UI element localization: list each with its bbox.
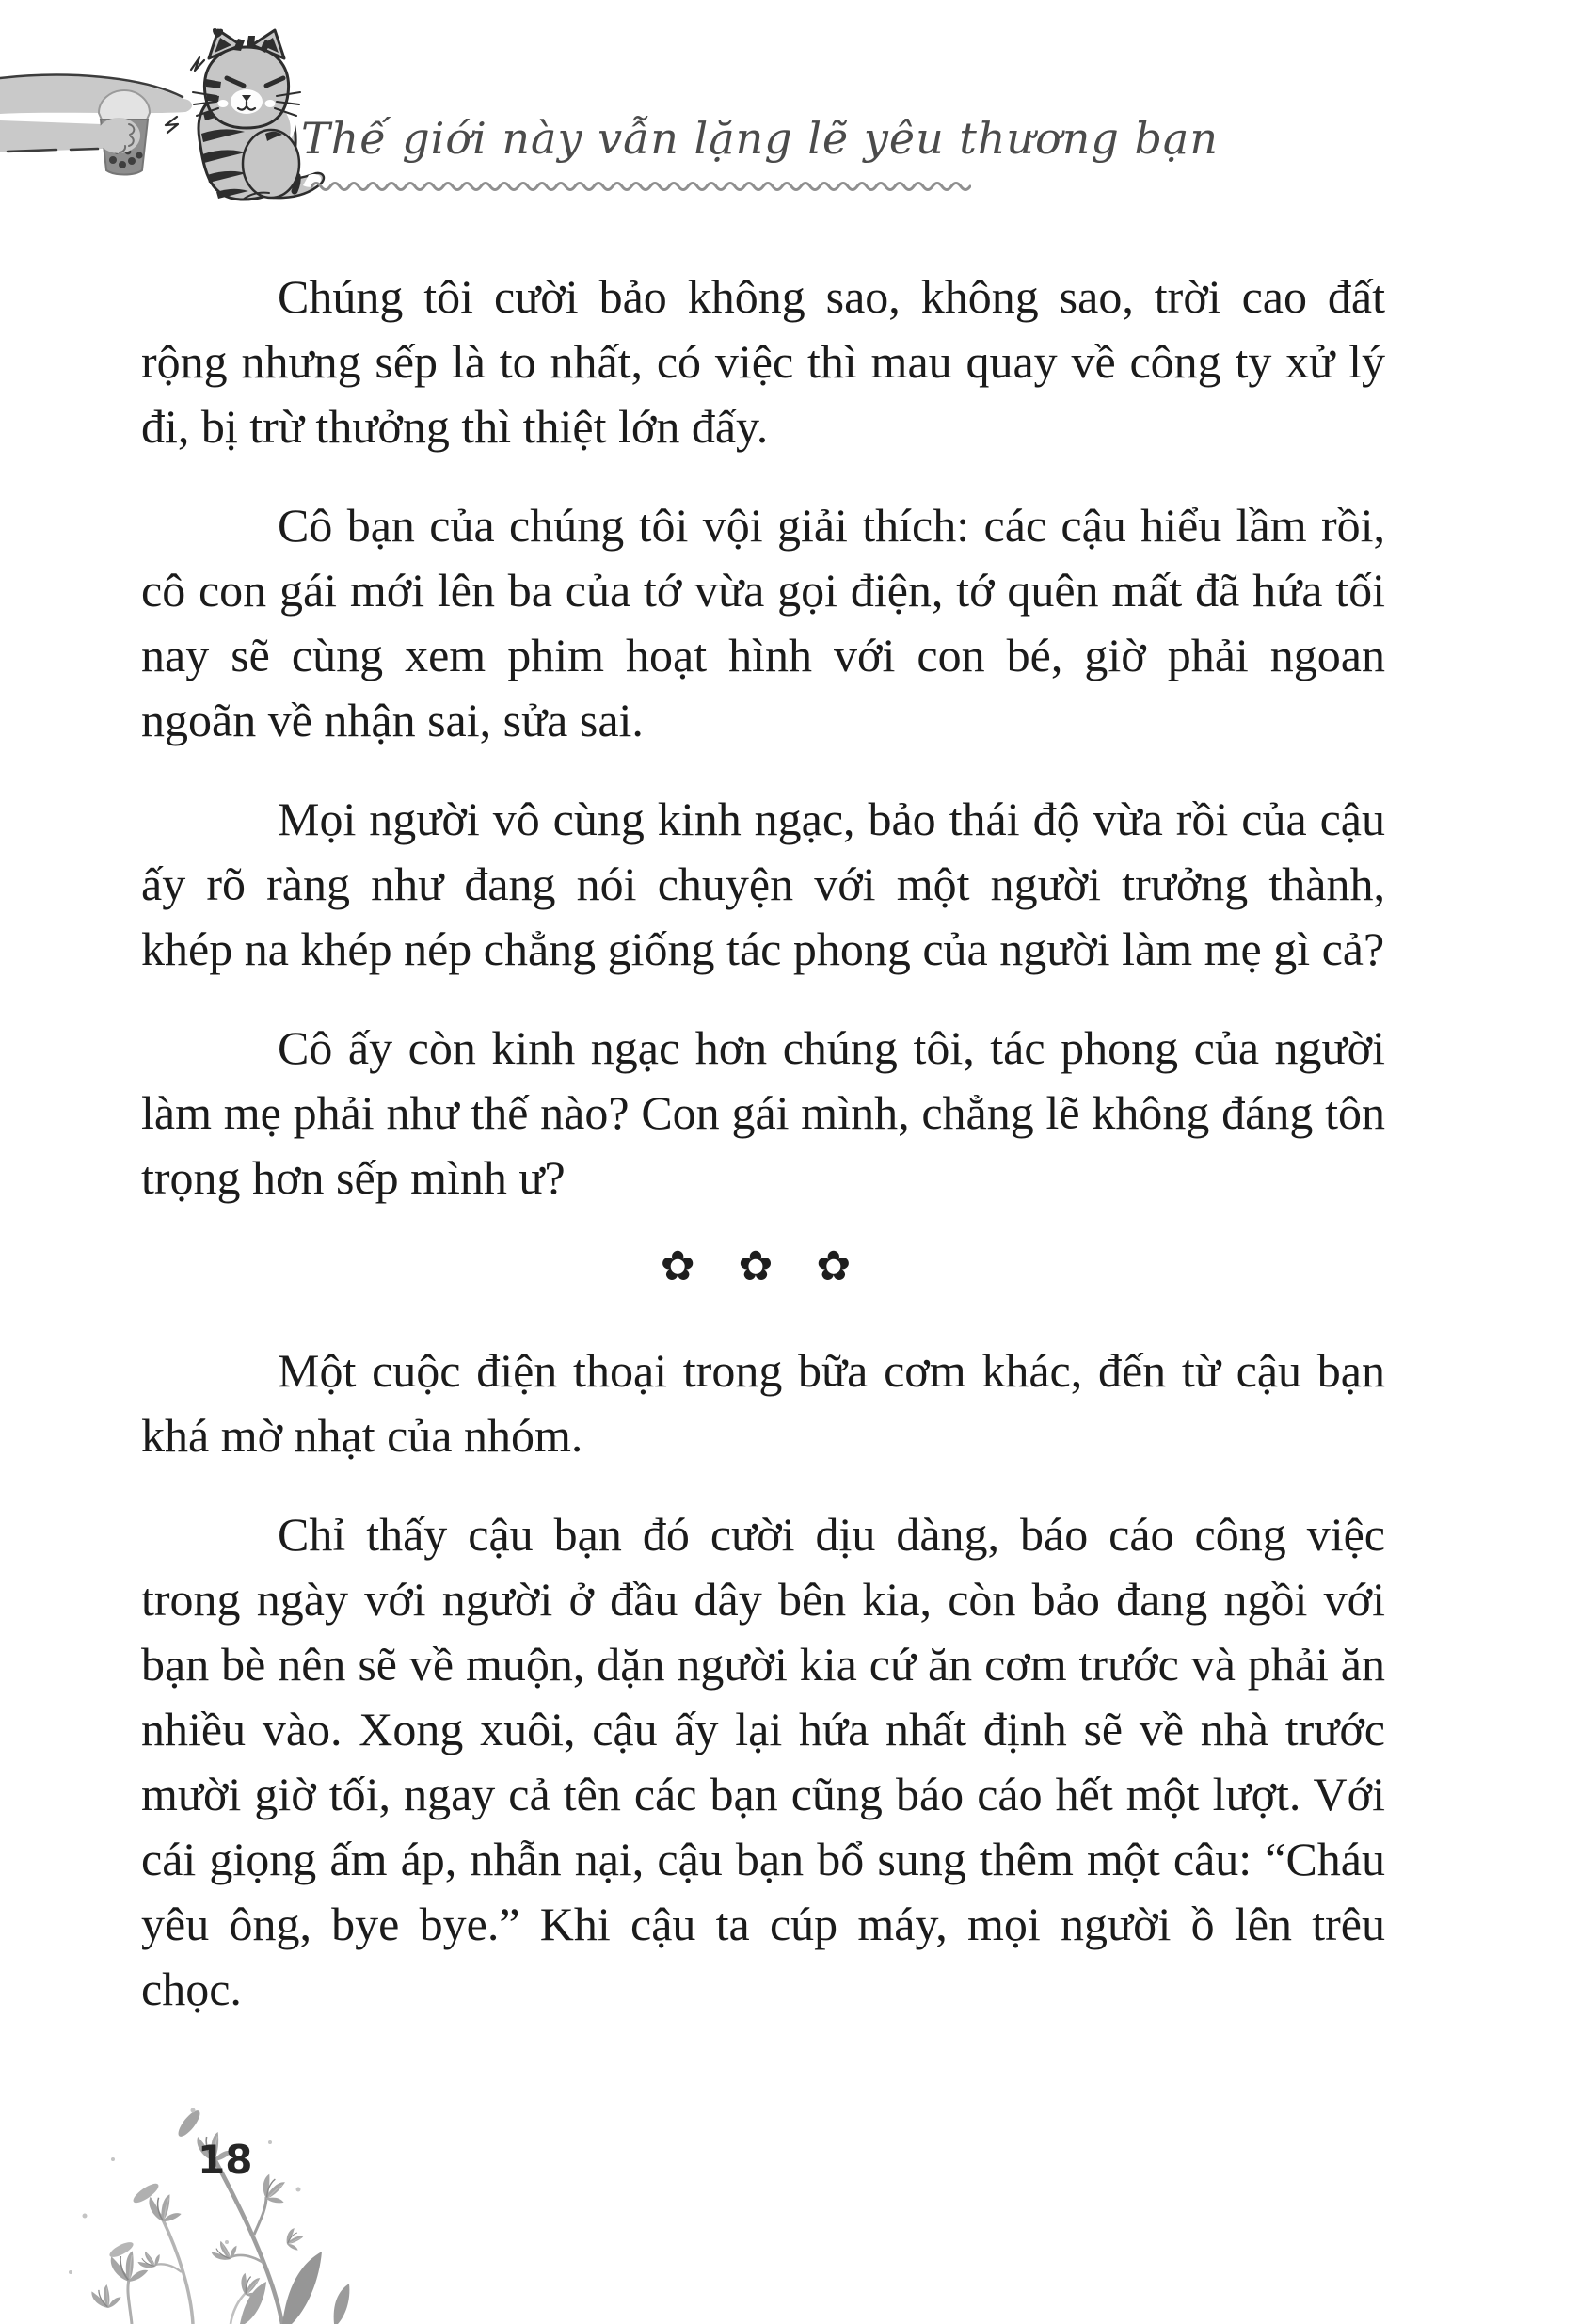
bubble-tea-icon: [97, 90, 150, 174]
paragraph: Một cuộc điện thoại trong bữa cơm khác, đến từ cậu bạn khá mờ nhạt của nhóm.: [141, 1344, 1385, 1462]
body-text: [141, 264, 1385, 2056]
section-separator: [141, 1244, 1385, 1290]
chapter-title: Thế giới này vẫn lặng lẽ yêu thương bạn: [301, 113, 1219, 164]
page-number: 18: [198, 2137, 253, 2183]
paragraph: Mọi người vô cùng kinh ngạc, bảo thái độ vừa rồi của cậu ấy rõ ràng như đang nói chuyện với một người trưởng thành, khép na khép nép chẳng giống tác phong của người làm mẹ gì cả?: [141, 793, 1385, 975]
paragraph: Chỉ thấy cậu bạn đó cười dịu dàng, báo cáo công việc trong ngày với người ở đầu dây bên kia, còn bảo đang ngồi với bạn bè nên sẽ về muộn, dặn người kia cứ ăn cơm trước và phải ăn nhiều vào. Xong xuôi, cậu ấy lại hứa nhất định sẽ về nhà trước mười giờ tối, ngay cả tên các bạn cũng báo cáo hết một lượt. Với cái giọng ấm áp, nhẫn nại, cậu bạn bổ sung thêm một câu: “Cháu yêu ông, bye bye.” Khi cậu ta cúp máy, mọi người ồ lên trêu chọc.: [141, 1508, 1385, 2015]
paragraph: Cô ấy còn kinh ngạc hơn chúng tôi, tác phong của người làm mẹ phải như thế nào? Con gái mình, chẳng lẽ không đáng tôn trọng hơn sếp mình ư?: [141, 1021, 1385, 1204]
wavy-divider: [311, 179, 971, 194]
florette-icons: ✿ ✿ ✿: [660, 1242, 867, 1290]
wavy-divider-path: [311, 184, 970, 190]
paragraph: Cô bạn của chúng tôi vội giải thích: các cậu hiểu lầm rồi, cô con gái mới lên ba của tớ vừa gọi điện, tớ quên mất đã hứa tối nay sẽ cùng xem phim hoạt hình với con bé, giờ phải ngoan ngoãn về nhận sai, sửa sai.: [141, 499, 1385, 746]
paragraph: Chúng tôi cười bảo không sao, không sao, trời cao đất rộng nhưng sếp là to nhất, có việc thì mau quay về công ty xử lý đi, bị trừ thưởng thì thiệt lớn đấy.: [141, 270, 1385, 453]
cat-with-bubble-tea-illustration: [0, 26, 339, 245]
